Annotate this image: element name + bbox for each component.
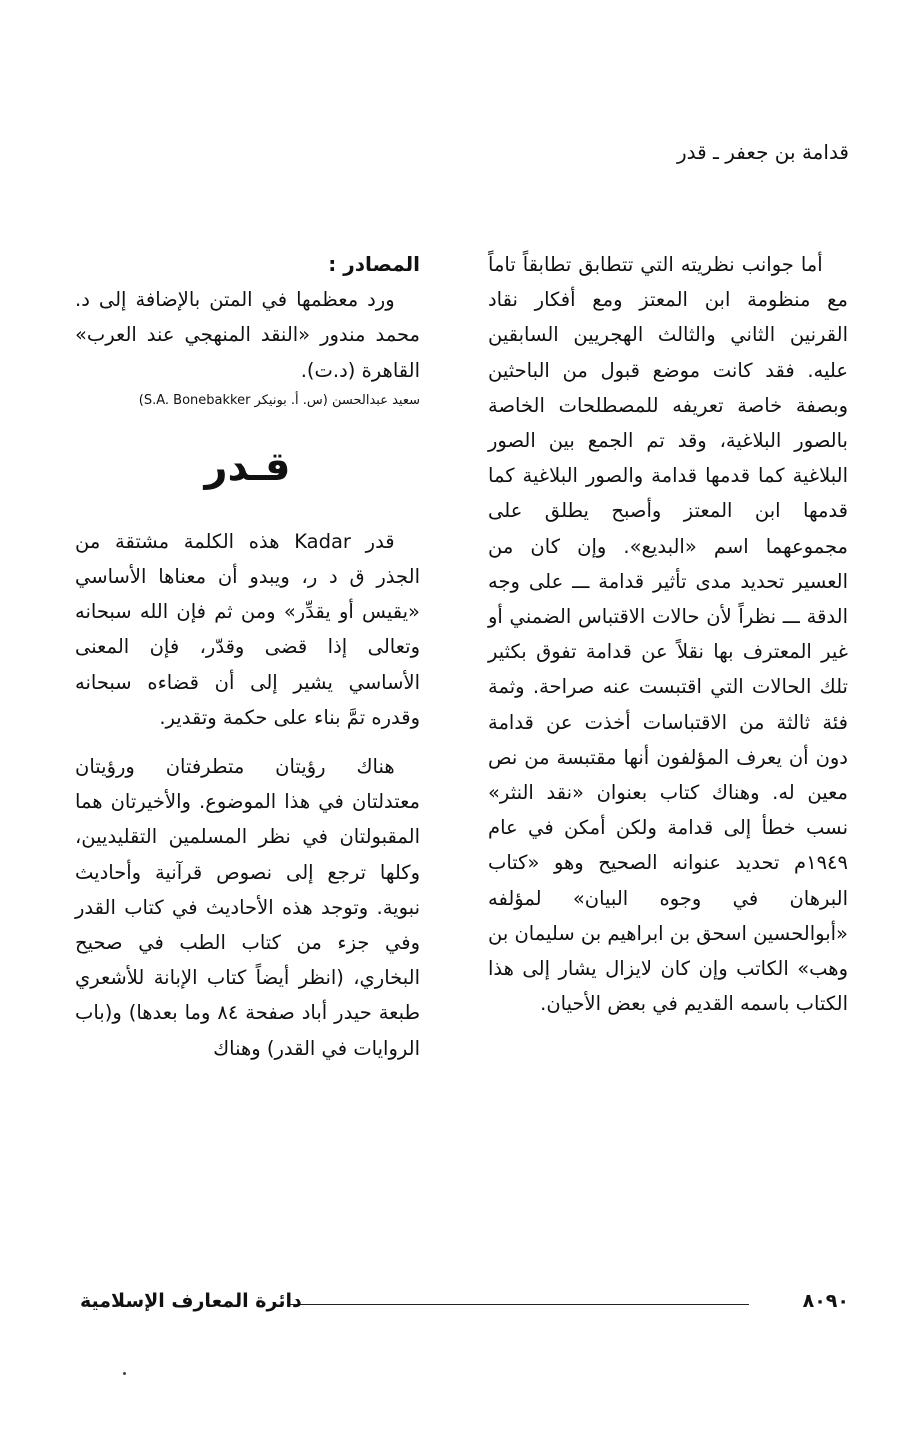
page-number: ٨٠٩٠ xyxy=(802,1290,849,1312)
right-column xyxy=(488,247,848,1021)
publication-title: دائرة المعارف الإسلامية xyxy=(80,1290,302,1312)
running-head: قدامة بن جعفر ـ قدر xyxy=(676,140,849,164)
article-title: قـدر xyxy=(204,443,291,490)
paragraph-gap xyxy=(75,735,420,749)
sources-text: ورد معظمها في المتن بالإضافة إلى د. محمد مندور «النقد المنهجي عند العرب» القاهرة (د.ت). xyxy=(75,288,420,382)
left-column xyxy=(75,247,420,1066)
scan-speck xyxy=(123,1372,126,1375)
article-paragraph-2: هناك رؤيتان متطرفتان ورؤيتان معتدلتان في هذا الموضوع. والأخيرتان هما المقبولتان في نظر المسلمين التقليديين، وكلها ترجع إلى نصوص قرآنية وأحاديث نبوية. وتوجد هذه الأحاديث في كتاب القدر وفي جزء من كتاب الطب في صحيح البخاري، (انظر أيضاً كتاب الإبانة للأشعري طبعة حيدر أباد صفحة ٨٤ وما بعدها) و(باب الروايات في القدر) وهناك xyxy=(75,755,420,1060)
right-column-paragraph: أما جوانب نظريته التي تتطابق تطابقاً تاماً مع منظومة ابن المعتز ومع أفكار نقاد القرنين الثاني والثالث الهجريين السابقين عليه. فقد كانت موضع قبول من الباحثين وبصفة خاصة تعريفه للمصطلحات الخاصة بالصور البلاغية، وقد تم الجمع بين الصور البلاغية كما قدمها قدامة والصور البلاغية كما قدمها ابن المعتز وأصبح يطلق على مجموعهما اسم «البديع». وإن كان من العسير تحديد مدى تأثير قدامة ـــ على وجه الدقة ـــ نظراً لأن حالات الاقتباس الضمني أو غير المعترف بها نقلاً عن قدامة تفوق بكثير تلك الحالات التي اقتبست عنه صراحة. وثمة فئة ثالثة من الاقتباسات أخذت عن قدامة دون أن يعرف المؤلفون أنها مقتبسة من نص معين له. وهناك كتاب بعنوان «نقد النثر» نسب خطأ إلى قدامة ولكن أمكن في عام ١٩٤٩م تحديد عنوانه الصحيح وهو «كتاب البرهان في وجوه البيان» لمؤلفه «أبوالحسين اسحق بن ابراهيم بن سليمان بن وهب» الكاتب وإن كان لايزال يشار إلى هذا الكتاب باسمه القديم في بعض الأحيان. xyxy=(488,253,848,1016)
author-attribution: سعيد عبدالحسن (س. أ. بونيكر S.A. Bonebakker) xyxy=(138,392,420,408)
page-footer xyxy=(80,1290,849,1320)
sources-heading: المصادر : xyxy=(328,252,420,276)
footer-rule xyxy=(290,1304,749,1305)
article-paragraph-1: قدر Kadar هذه الكلمة مشتقة من الجذر ق د ر، ويبدو أن معناها الأساسي «يقيس أو يقدِّر» ومن ثم فإن الله سبحانه وتعالى إذا قضى وقدّر، فإن المعنى الأساسي يشير إلى أن قضاءه سبحانه وقدره تمَّ بناء على حكمة وتقدير. xyxy=(75,529,420,729)
